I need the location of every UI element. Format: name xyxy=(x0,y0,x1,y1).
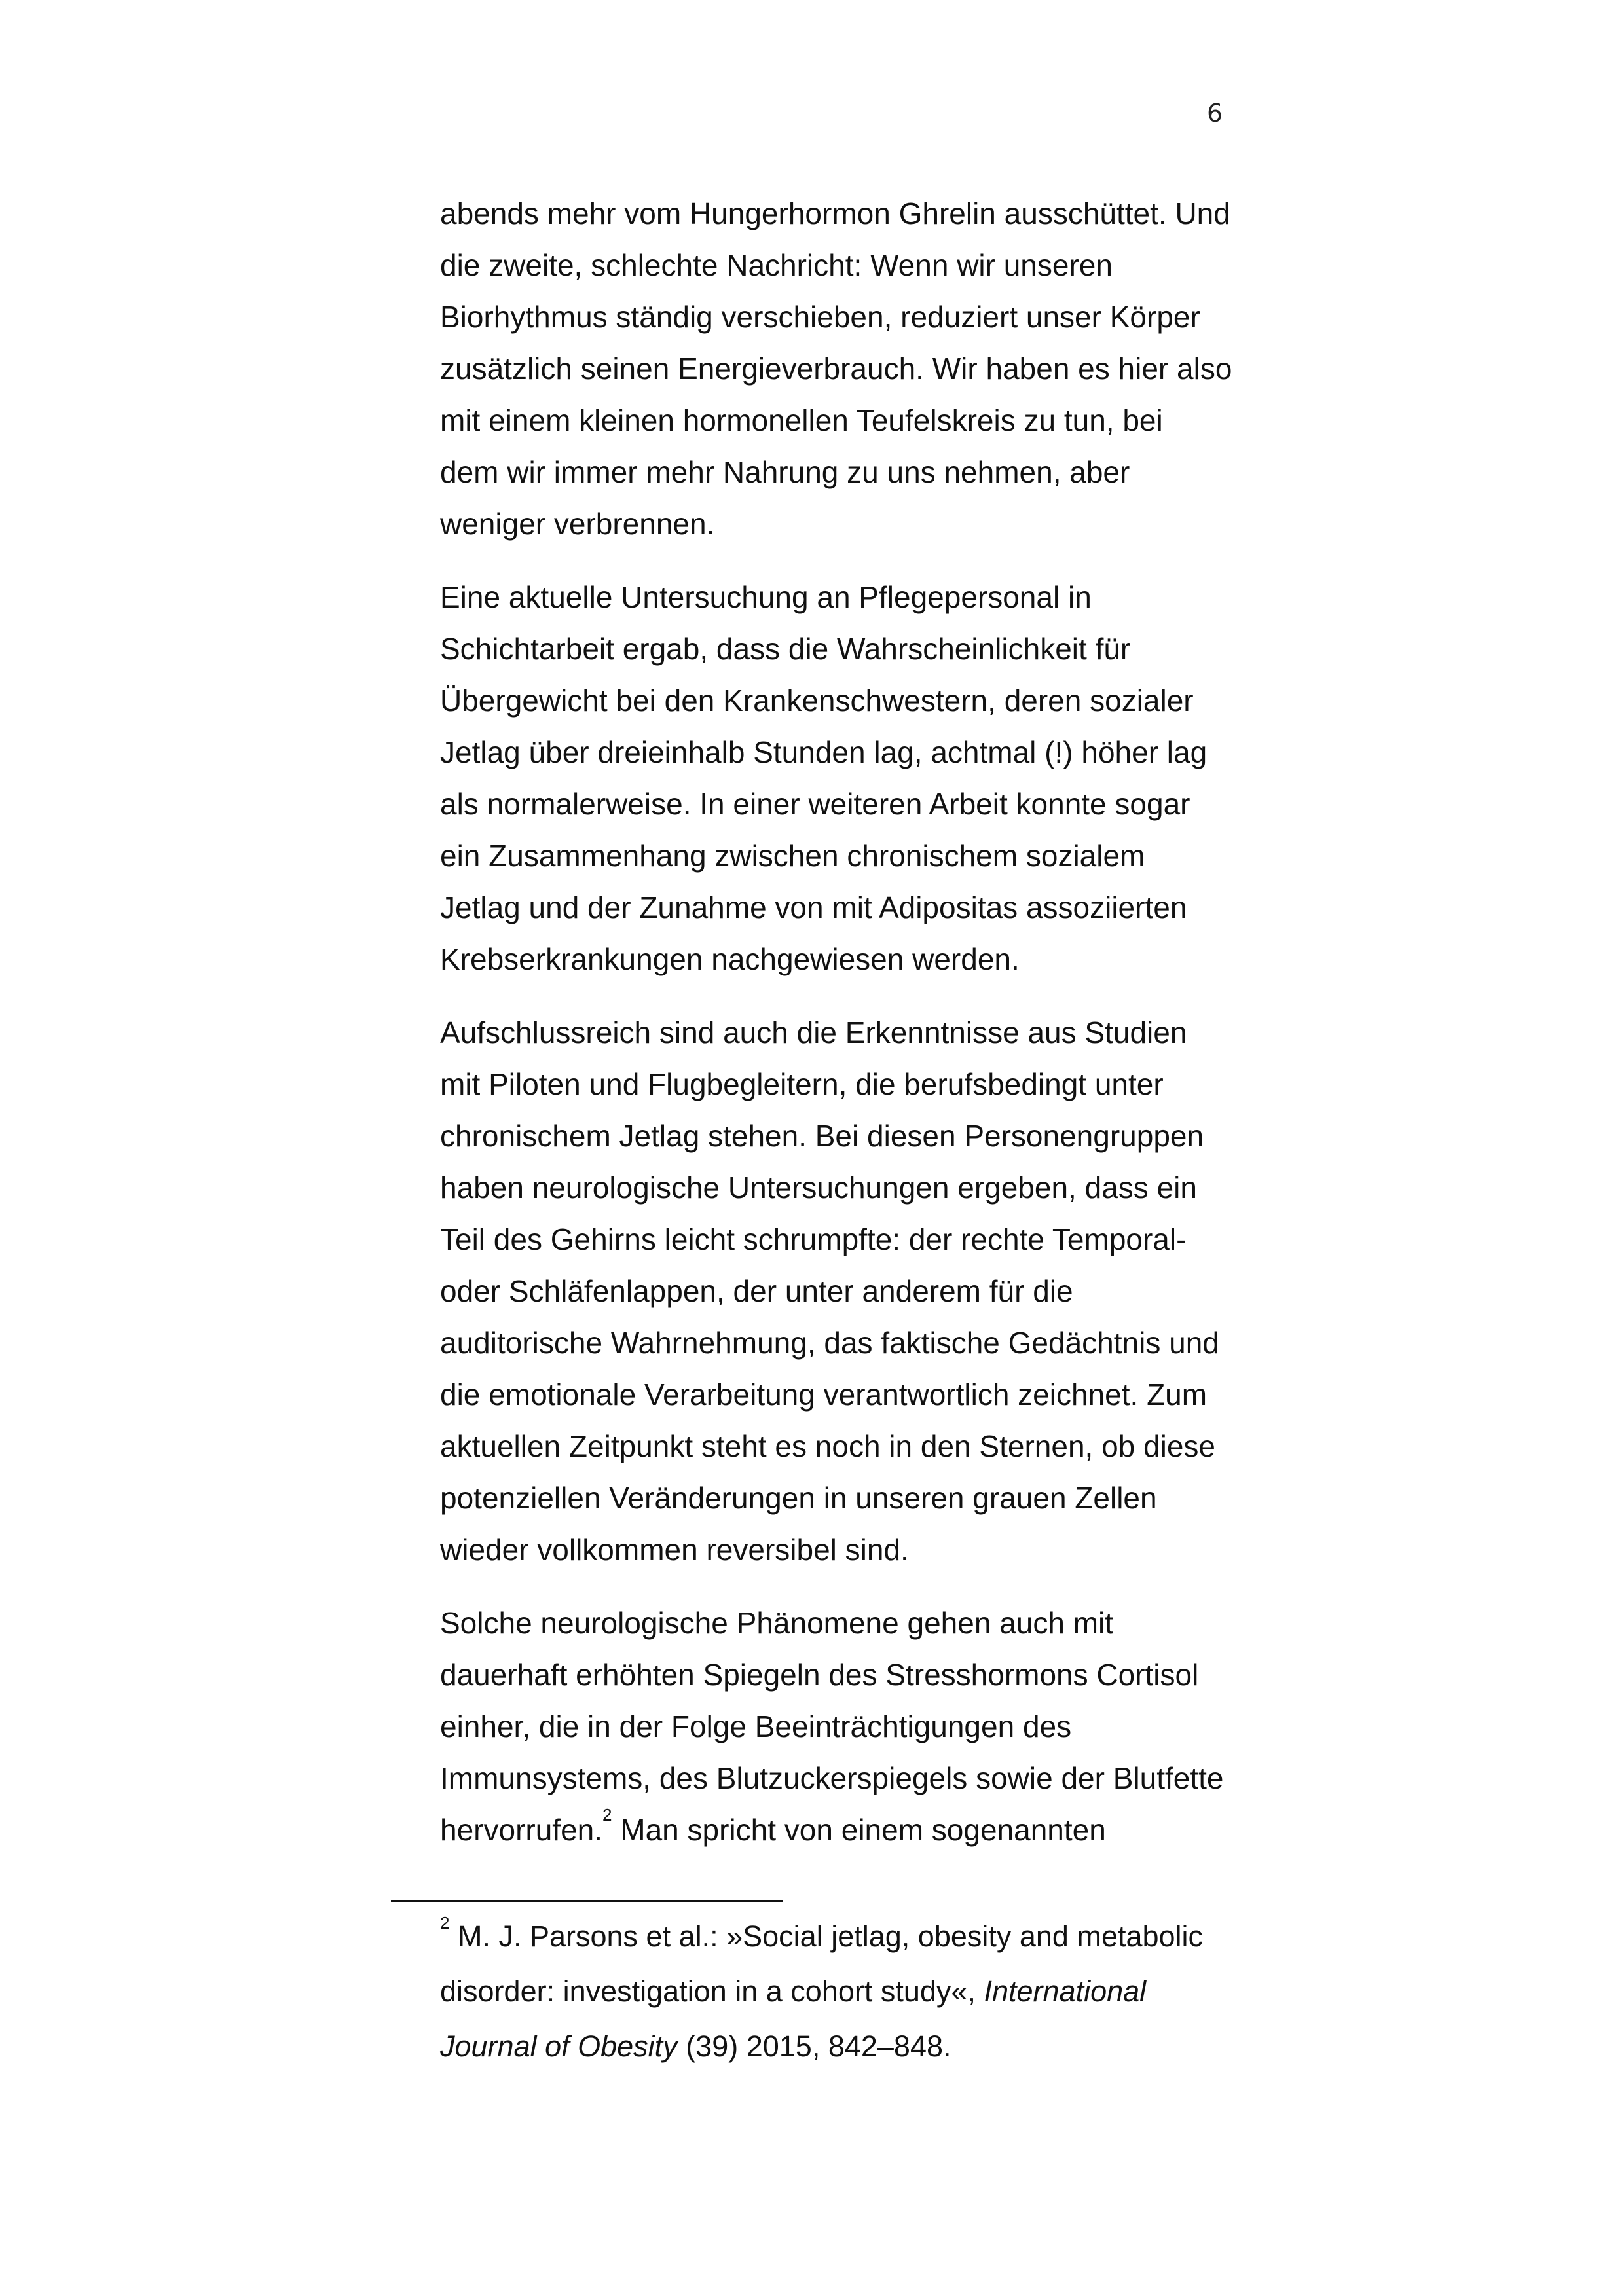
paragraph-1-line-3: Biorhythmus ständig verschieben, reduziert unser Körper xyxy=(440,300,1200,334)
footnote-text-3: (39) 2015, 842–848. xyxy=(677,2030,951,2063)
paragraph-2-line-6: ein Zusammenhang zwischen chronischem sozialem xyxy=(440,839,1145,873)
paragraph-2-line-4: Jetlag über dreieinhalb Stunden lag, achtmal (!) höher lag xyxy=(440,735,1208,769)
paragraph-3-line-2: mit Piloten und Flugbegleitern, die berufsbedingt unter xyxy=(440,1067,1164,1101)
paragraph-3-line-1: Aufschlussreich sind auch die Erkenntnisse aus Studien xyxy=(440,1015,1187,1049)
paragraph-1-line-2: die zweite, schlechte Nachricht: Wenn wir unseren xyxy=(440,248,1113,282)
paragraph-2-line-2: Schichtarbeit ergab, dass die Wahrscheinlichkeit für xyxy=(440,632,1131,666)
paragraph-3-line-3: chronischem Jetlag stehen. Bei diesen Personengruppen xyxy=(440,1119,1204,1153)
paragraph-2-line-8: Krebserkrankungen nachgewiesen werden. xyxy=(440,942,1020,976)
paragraph-3-line-8: die emotionale Verarbeitung verantwortlich zeichnet. Zum xyxy=(440,1377,1208,1412)
last-line-text-start: hervorrufen. xyxy=(440,1813,603,1847)
paragraph-4-line-5 xyxy=(440,1805,1106,1850)
footnote-divider xyxy=(391,1900,783,1902)
paragraph-3-line-6: oder Schläfenlappen, der unter anderem für die xyxy=(440,1274,1073,1308)
footnote-text-2: disorder: investigation in a cohort study«, xyxy=(440,1975,984,2008)
footnote-marker: 2 xyxy=(440,1913,450,1933)
paragraph-2-line-1: Eine aktuelle Untersuchung an Pflegepersonal in xyxy=(440,580,1092,614)
paragraph-4-line-2: dauerhaft erhöhten Spiegeln des Stresshormons Cortisol xyxy=(440,1658,1199,1692)
paragraph-1-line-1: abends mehr vom Hungerhormon Ghrelin ausschüttet. Und xyxy=(440,196,1230,230)
paragraph-1-line-5: mit einem kleinen hormonellen Teufelskreis zu tun, bei xyxy=(440,403,1163,437)
paragraph-4-line-1: Solche neurologische Phänomene gehen auch mit xyxy=(440,1606,1114,1640)
paragraph-1-line-6: dem wir immer mehr Nahrung zu uns nehmen, aber xyxy=(440,455,1130,489)
last-line-text-end: Man spricht von einem sogenannten xyxy=(612,1813,1106,1847)
footnote-line-2 xyxy=(440,1972,1146,2011)
paragraph-3-line-9: aktuellen Zeitpunkt steht es noch in den Sternen, ob diese xyxy=(440,1429,1216,1463)
paragraph-3-line-4: haben neurologische Untersuchungen ergeben, dass ein xyxy=(440,1171,1197,1205)
footnote-line-1 xyxy=(440,1913,1204,1956)
paragraph-1-line-7: weniger verbrennen. xyxy=(440,507,715,541)
paragraph-4-line-4: Immunsystems, des Blutzuckerspiegels sowie der Blutfette xyxy=(440,1761,1224,1795)
footnote-line-3 xyxy=(440,2027,951,2066)
paragraph-3-line-10: potenziellen Veränderungen in unseren grauen Zellen xyxy=(440,1481,1157,1515)
paragraph-2-line-3: Übergewicht bei den Krankenschwestern, deren sozialer xyxy=(440,683,1194,718)
paragraph-3-line-7: auditorische Wahrnehmung, das faktische Gedächtnis und xyxy=(440,1326,1219,1360)
paragraph-3-line-11: wieder vollkommen reversibel sind. xyxy=(440,1533,909,1567)
footnote-journal-part-1: International xyxy=(984,1975,1147,2008)
footnote-text-1: M. J. Parsons et al.: »Social jetlag, obesity and metabolic xyxy=(449,1920,1204,1953)
paragraph-2-line-5: als normalerweise. In einer weiteren Arbeit konnte sogar xyxy=(440,787,1190,821)
paragraph-2-line-7: Jetlag und der Zunahme von mit Adipositas assoziierten xyxy=(440,890,1187,924)
page-number: 6 xyxy=(1207,99,1223,128)
footnote-reference[interactable]: 2 xyxy=(602,1805,612,1825)
footnote-journal-part-2: Journal of Obesity xyxy=(440,2030,678,2063)
paragraph-1-line-4: zusätzlich seinen Energieverbrauch. Wir haben es hier also xyxy=(440,352,1232,386)
paragraph-4-line-3: einher, die in der Folge Beeinträchtigungen des xyxy=(440,1709,1072,1743)
paragraph-3-line-5: Teil des Gehirns leicht schrumpfte: der rechte Temporal- xyxy=(440,1222,1187,1256)
